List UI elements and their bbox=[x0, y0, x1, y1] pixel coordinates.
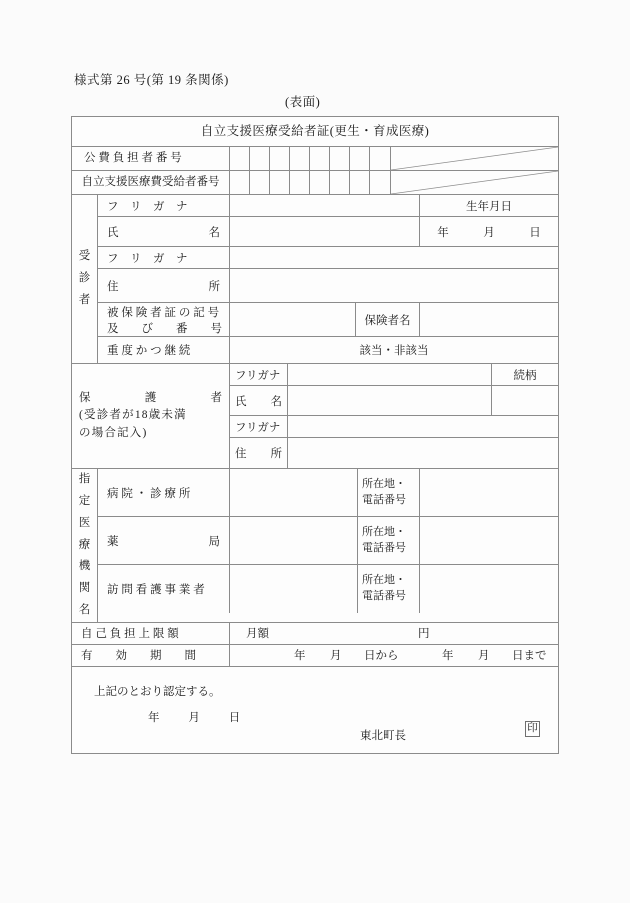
institutions-label-char: 関 bbox=[78, 582, 91, 595]
validity-period-value[interactable] bbox=[230, 645, 558, 666]
insurance-symbol-line1: 被 保 険 者 証 の 記 号 bbox=[107, 306, 220, 319]
name-label-left: 氏 bbox=[107, 226, 119, 239]
period-from-day: 日から bbox=[364, 650, 399, 663]
severe-continuous-label: 重 度 か つ 継 続 bbox=[98, 337, 230, 363]
insurance-symbol-label bbox=[98, 303, 230, 336]
pharmacy-address-label bbox=[358, 517, 420, 564]
guardian-section bbox=[72, 364, 558, 469]
guardian-address-furigana-input[interactable] bbox=[288, 416, 558, 437]
guardian-label-mid: 護 bbox=[144, 392, 157, 405]
address-label-line1: 所在地・ bbox=[362, 525, 406, 538]
pharmacy-label-right: 局 bbox=[208, 535, 220, 548]
validity-period-row bbox=[72, 645, 558, 667]
institutions-label-char: 名 bbox=[78, 604, 91, 617]
pharmacy-address-input[interactable] bbox=[420, 517, 558, 564]
patient-address-furigana-row bbox=[98, 247, 558, 269]
guardian-name-input[interactable] bbox=[288, 386, 492, 415]
number-cell[interactable] bbox=[230, 171, 250, 194]
birthdate-day-label: 日 bbox=[529, 226, 541, 239]
issuer-name: 東北町長 bbox=[360, 729, 406, 742]
guardian-label-line2: (受診者が18歳未満 bbox=[79, 409, 187, 422]
institutions-label-char: 療 bbox=[78, 538, 91, 551]
number-cell[interactable] bbox=[330, 171, 350, 194]
form-title: 自立支援医療受給者証(更生・育成医療) bbox=[200, 124, 430, 139]
guardian-label-left: 保 bbox=[79, 392, 91, 405]
institutions-label-char: 機 bbox=[78, 560, 91, 573]
payer-number-blank-area bbox=[391, 147, 558, 170]
period-from-month: 月 bbox=[330, 650, 342, 663]
guardian-name-label bbox=[230, 386, 288, 415]
patient-name-input[interactable] bbox=[230, 217, 420, 246]
address-label-line1: 所在地・ bbox=[362, 574, 406, 587]
number-cell[interactable] bbox=[270, 147, 290, 170]
self-pay-limit-label: 自 己 負 担 上 限 額 bbox=[72, 623, 230, 644]
patient-address-furigana-input[interactable] bbox=[230, 247, 558, 268]
birthdate-year-label: 年 bbox=[437, 226, 449, 239]
guardian-address-row bbox=[230, 438, 558, 468]
number-cell[interactable] bbox=[230, 147, 250, 170]
visiting-nurse-address-input[interactable] bbox=[420, 565, 558, 613]
number-cell[interactable] bbox=[250, 147, 270, 170]
guardian-address-furigana-row bbox=[230, 416, 558, 438]
number-cell[interactable] bbox=[350, 147, 370, 170]
number-cell[interactable] bbox=[290, 147, 310, 170]
recipient-number-label: 自立支援医療費受給者番号 bbox=[72, 171, 230, 194]
number-cell[interactable] bbox=[330, 147, 350, 170]
patient-address-input[interactable] bbox=[230, 269, 558, 302]
number-cell[interactable] bbox=[370, 171, 390, 194]
guardian-name-row bbox=[230, 386, 558, 416]
patient-address-row bbox=[98, 269, 558, 303]
monthly-amount-label: 月額 bbox=[246, 628, 269, 641]
birthdate-label: 生年月日 bbox=[466, 200, 512, 213]
self-pay-limit-value[interactable] bbox=[230, 623, 558, 644]
address-label-line2: 電話番号 bbox=[362, 590, 406, 602]
public-payer-number-grid[interactable] bbox=[230, 147, 391, 170]
number-cell[interactable] bbox=[250, 171, 270, 194]
public-payer-number-row bbox=[72, 147, 558, 171]
patient-label-char: 受 bbox=[78, 250, 91, 263]
severe-continuous-value[interactable]: 該当・非該当 bbox=[359, 345, 429, 357]
insurer-name-label: 保険者名 bbox=[356, 303, 420, 336]
certificate-form bbox=[71, 116, 559, 754]
patient-address-label bbox=[98, 269, 230, 302]
self-pay-limit-row bbox=[72, 623, 558, 645]
guardian-name-label-left: 氏 bbox=[235, 395, 247, 408]
patient-label-char: 診 bbox=[78, 272, 91, 285]
hospital-clinic-name-input[interactable] bbox=[230, 469, 358, 516]
hospital-clinic-row bbox=[98, 469, 558, 517]
patient-address-furigana-label: フ リ ガ ナ bbox=[98, 247, 230, 268]
period-from-year: 年 bbox=[294, 650, 306, 663]
guardian-address-label-left: 住 bbox=[235, 448, 247, 460]
name-label-right: 名 bbox=[208, 226, 220, 239]
period-to-month: 月 bbox=[478, 650, 490, 663]
guardian-address-label bbox=[230, 438, 288, 468]
certification-statement: 上記のとおり認定する。 bbox=[94, 685, 221, 698]
number-cell[interactable] bbox=[310, 171, 330, 194]
insurer-name-input[interactable] bbox=[420, 303, 558, 336]
diagonal-strike-line bbox=[391, 171, 558, 194]
address-label-left: 住 bbox=[107, 280, 119, 293]
guardian-furigana-row bbox=[230, 364, 558, 386]
guardian-relation-label: 続柄 bbox=[513, 369, 537, 382]
patient-name-row bbox=[98, 217, 558, 247]
patient-label-char: 者 bbox=[78, 293, 91, 306]
guardian-name-label-right: 名 bbox=[270, 395, 282, 408]
insurance-symbol-input[interactable] bbox=[230, 303, 356, 336]
number-cell[interactable] bbox=[290, 171, 310, 194]
institutions-section bbox=[72, 469, 558, 623]
institutions-label-char: 定 bbox=[78, 494, 91, 507]
public-payer-number-label: 公 費 負 担 者 番 号 bbox=[72, 147, 230, 170]
certification-date[interactable] bbox=[148, 709, 266, 725]
patient-furigana-row bbox=[98, 195, 558, 217]
guardian-address-furigana-label: フリガナ bbox=[230, 416, 288, 437]
birthdate-input-group[interactable] bbox=[420, 217, 558, 246]
recipient-number-blank-area bbox=[391, 171, 558, 194]
hospital-address-input[interactable] bbox=[420, 469, 558, 516]
hospital-address-label bbox=[358, 469, 420, 516]
recipient-number-grid[interactable] bbox=[230, 171, 391, 194]
guardian-section-label bbox=[72, 364, 230, 468]
guardian-address-label-right: 所 bbox=[270, 448, 282, 460]
guardian-furigana-input[interactable] bbox=[288, 364, 492, 385]
guardian-label-right: 者 bbox=[210, 392, 222, 405]
number-cell[interactable] bbox=[310, 147, 330, 170]
address-label-right: 所 bbox=[208, 280, 220, 293]
guardian-relation-input[interactable] bbox=[492, 386, 558, 415]
institutions-label-char: 指 bbox=[78, 473, 91, 485]
visiting-nurse-label: 訪 問 看 護 事 業 者 bbox=[98, 565, 230, 613]
certification-month: 月 bbox=[188, 711, 200, 724]
side-note: (表面) bbox=[285, 95, 321, 109]
recipient-number-row bbox=[72, 171, 558, 195]
number-cell[interactable] bbox=[350, 171, 370, 194]
hospital-clinic-label: 病 院 ・ 診 療 所 bbox=[98, 469, 230, 516]
birthdate-month-label: 月 bbox=[483, 226, 495, 239]
pharmacy-label-left: 薬 bbox=[107, 535, 119, 548]
pharmacy-label bbox=[98, 517, 230, 564]
guardian-address-input[interactable] bbox=[288, 438, 558, 468]
patient-furigana-input[interactable] bbox=[230, 195, 420, 216]
insurance-symbol-line2: 及 び 番 号 bbox=[107, 322, 222, 335]
number-cell[interactable] bbox=[370, 147, 390, 170]
pharmacy-row bbox=[98, 517, 558, 565]
number-cell[interactable] bbox=[270, 171, 290, 194]
patient-section bbox=[72, 195, 558, 364]
visiting-nurse-address-label bbox=[358, 565, 420, 613]
institutions-label-char: 医 bbox=[78, 516, 91, 529]
address-label-line2: 電話番号 bbox=[362, 541, 406, 554]
institutions-section-label bbox=[72, 469, 98, 622]
severe-continuous-row bbox=[98, 337, 558, 363]
certification-year: 年 bbox=[148, 711, 160, 724]
address-label-line1: 所在地・ bbox=[362, 477, 406, 490]
validity-period-label: 有 効 期 間 bbox=[72, 645, 230, 666]
patient-furigana-label: フ リ ガ ナ bbox=[98, 195, 230, 216]
visiting-nurse-name-input[interactable] bbox=[230, 565, 358, 613]
certification-day: 日 bbox=[228, 711, 241, 724]
seal-stamp-icon: 印 bbox=[525, 721, 540, 737]
guardian-label-line3: の場合記入) bbox=[79, 426, 148, 439]
visiting-nurse-row bbox=[98, 565, 558, 613]
form-number: 様式第 26 号(第 19 条関係) bbox=[74, 73, 229, 87]
address-label-line2: 電話番号 bbox=[362, 493, 406, 506]
diagonal-strike-line bbox=[391, 147, 558, 170]
currency-label: 円 bbox=[418, 628, 430, 641]
pharmacy-name-input[interactable] bbox=[230, 517, 358, 564]
guardian-furigana-label: フリガナ bbox=[230, 364, 288, 385]
patient-name-label bbox=[98, 217, 230, 246]
patient-section-label bbox=[72, 195, 98, 363]
period-to-year: 年 bbox=[442, 650, 454, 663]
period-to-day: 日まで bbox=[512, 650, 547, 663]
certification-block bbox=[72, 667, 558, 753]
insurance-symbol-row bbox=[98, 303, 558, 337]
form-title-row bbox=[72, 117, 558, 147]
